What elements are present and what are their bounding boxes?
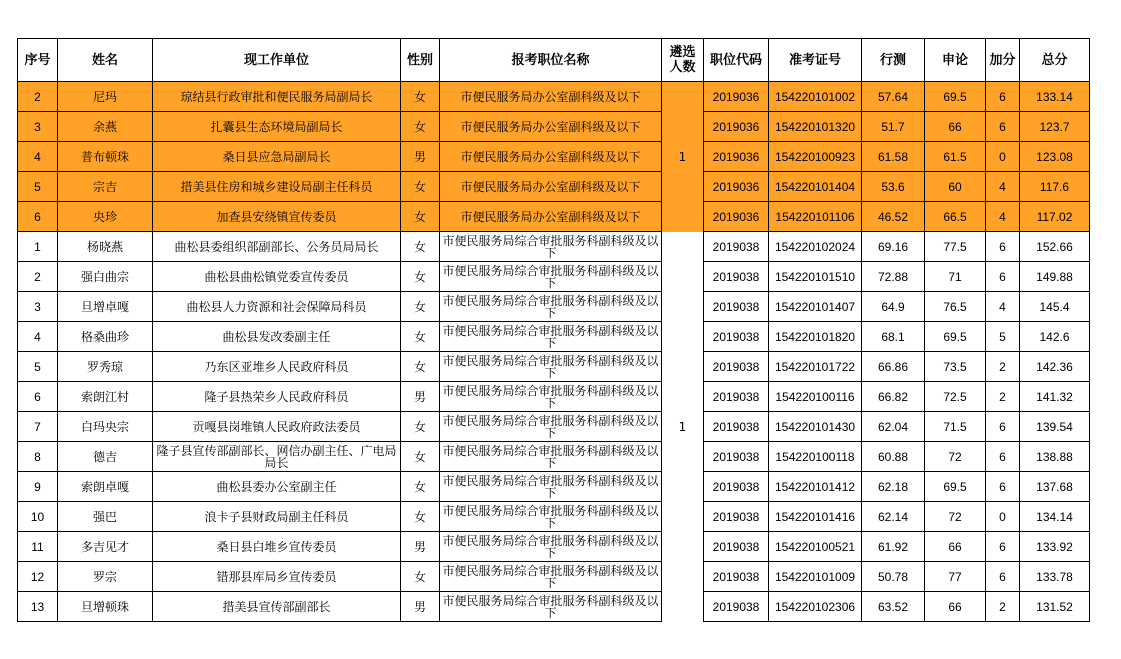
header-xingce: 行测	[862, 39, 925, 82]
cell-unit: 桑日县白堆乡宣传委员	[153, 532, 401, 562]
cell-ticket: 154220102024	[769, 232, 862, 262]
cell-position: 市便民服务局办公室副科级及以下	[440, 112, 662, 142]
cell-position: 市便民服务局综合审批服务科副科级及以下	[440, 262, 662, 292]
cell-bonus: 6	[986, 562, 1020, 592]
cell-shenlun: 66.5	[925, 202, 986, 232]
cell-bonus: 6	[986, 442, 1020, 472]
cell-gender: 女	[401, 322, 440, 352]
cell-seq: 7	[18, 412, 58, 442]
cell-xingce: 64.9	[862, 292, 925, 322]
cell-position: 市便民服务局综合审批服务科副科级及以下	[440, 592, 662, 622]
cell-total: 134.14	[1020, 502, 1090, 532]
cell-unit: 浪卡子县财政局副主任科员	[153, 502, 401, 532]
table-row	[18, 412, 1090, 442]
cell-total: 123.08	[1020, 142, 1090, 172]
cell-gender: 男	[401, 382, 440, 412]
cell-xingce: 72.88	[862, 262, 925, 292]
cell-bonus: 6	[986, 82, 1020, 112]
cell-position: 市便民服务局综合审批服务科副科级及以下	[440, 292, 662, 322]
cell-unit: 曲松县委组织部副部长、公务员局局长	[153, 232, 401, 262]
cell-ticket: 154220101404	[769, 172, 862, 202]
cell-code: 2019036	[704, 142, 769, 172]
cell-shenlun: 77	[925, 562, 986, 592]
cell-ticket: 154220101407	[769, 292, 862, 322]
cell-code: 2019038	[704, 382, 769, 412]
cell-shenlun: 77.5	[925, 232, 986, 262]
cell-xingce: 66.86	[862, 352, 925, 382]
cell-total: 152.66	[1020, 232, 1090, 262]
cell-position: 市便民服务局综合审批服务科副科级及以下	[440, 502, 662, 532]
header-bonus: 加分	[986, 39, 1020, 82]
cell-shenlun: 72	[925, 502, 986, 532]
cell-name: 格桑曲珍	[58, 322, 153, 352]
cell-bonus: 0	[986, 142, 1020, 172]
cell-seq: 10	[18, 502, 58, 532]
cell-xingce: 68.1	[862, 322, 925, 352]
cell-total: 133.14	[1020, 82, 1090, 112]
cell-bonus: 5	[986, 322, 1020, 352]
cell-position: 市便民服务局综合审批服务科副科级及以下	[440, 412, 662, 442]
cell-total: 142.36	[1020, 352, 1090, 382]
cell-ticket: 154220100116	[769, 382, 862, 412]
header-row	[18, 39, 1090, 82]
cell-bonus: 2	[986, 382, 1020, 412]
cell-position: 市便民服务局办公室副科级及以下	[440, 142, 662, 172]
table-row	[18, 592, 1090, 622]
cell-name: 尼玛	[58, 82, 153, 112]
cell-unit: 琼结县行政审批和便民服务局副局长	[153, 82, 401, 112]
header-gender: 性别	[401, 39, 440, 82]
cell-total: 117.02	[1020, 202, 1090, 232]
cell-ticket: 154220100521	[769, 532, 862, 562]
cell-gender: 女	[401, 352, 440, 382]
cell-xingce: 62.14	[862, 502, 925, 532]
cell-shenlun: 60	[925, 172, 986, 202]
table-row	[18, 112, 1090, 142]
cell-xingce: 51.7	[862, 112, 925, 142]
cell-seq: 13	[18, 592, 58, 622]
cell-position: 市便民服务局综合审批服务科副科级及以下	[440, 352, 662, 382]
cell-position: 市便民服务局综合审批服务科副科级及以下	[440, 532, 662, 562]
cell-ticket: 154220102306	[769, 592, 862, 622]
cell-seq: 6	[18, 202, 58, 232]
cell-xingce: 62.04	[862, 412, 925, 442]
cell-shenlun: 71	[925, 262, 986, 292]
cell-shenlun: 69.5	[925, 472, 986, 502]
cell-name: 索朗卓嘎	[58, 472, 153, 502]
cell-seq: 2	[18, 82, 58, 112]
cell-shenlun: 72	[925, 442, 986, 472]
cell-seq: 3	[18, 292, 58, 322]
cell-code: 2019036	[704, 82, 769, 112]
table-row	[18, 172, 1090, 202]
quota-cell: 1	[662, 232, 704, 622]
cell-gender: 女	[401, 172, 440, 202]
table-row	[18, 142, 1090, 172]
cell-name: 央珍	[58, 202, 153, 232]
cell-code: 2019038	[704, 412, 769, 442]
cell-xingce: 46.52	[862, 202, 925, 232]
cell-total: 123.7	[1020, 112, 1090, 142]
cell-ticket: 154220101430	[769, 412, 862, 442]
cell-gender: 女	[401, 412, 440, 442]
cell-code: 2019036	[704, 112, 769, 142]
table-row	[18, 472, 1090, 502]
cell-shenlun: 66	[925, 532, 986, 562]
table-row	[18, 352, 1090, 382]
cell-name: 普布顿珠	[58, 142, 153, 172]
cell-gender: 女	[401, 82, 440, 112]
cell-ticket: 154220101820	[769, 322, 862, 352]
cell-shenlun: 61.5	[925, 142, 986, 172]
cell-bonus: 2	[986, 592, 1020, 622]
cell-ticket: 154220100923	[769, 142, 862, 172]
cell-name: 余燕	[58, 112, 153, 142]
cell-gender: 女	[401, 232, 440, 262]
cell-unit: 桑日县应急局副局长	[153, 142, 401, 172]
cell-bonus: 6	[986, 412, 1020, 442]
cell-shenlun: 69.5	[925, 322, 986, 352]
cell-total: 117.6	[1020, 172, 1090, 202]
cell-total: 142.6	[1020, 322, 1090, 352]
header-unit: 现工作单位	[153, 39, 401, 82]
header-quota-line1: 遴选	[669, 45, 696, 60]
cell-xingce: 60.88	[862, 442, 925, 472]
header-ticket: 准考证号	[769, 39, 862, 82]
cell-bonus: 6	[986, 472, 1020, 502]
cell-ticket: 154220100118	[769, 442, 862, 472]
cell-ticket: 154220101416	[769, 502, 862, 532]
cell-seq: 8	[18, 442, 58, 472]
cell-position: 市便民服务局综合审批服务科副科级及以下	[440, 472, 662, 502]
cell-seq: 11	[18, 532, 58, 562]
cell-gender: 女	[401, 472, 440, 502]
score-table	[17, 38, 1090, 622]
cell-code: 2019038	[704, 442, 769, 472]
cell-xingce: 66.82	[862, 382, 925, 412]
cell-gender: 女	[401, 442, 440, 472]
cell-unit: 错那县库局乡宣传委员	[153, 562, 401, 592]
header-position: 报考职位名称	[440, 39, 662, 82]
table-row	[18, 82, 1090, 112]
cell-total: 138.88	[1020, 442, 1090, 472]
cell-bonus: 4	[986, 292, 1020, 322]
cell-total: 133.92	[1020, 532, 1090, 562]
cell-gender: 女	[401, 262, 440, 292]
cell-code: 2019038	[704, 352, 769, 382]
header-code: 职位代码	[704, 39, 769, 82]
cell-shenlun: 66	[925, 112, 986, 142]
table-row	[18, 562, 1090, 592]
cell-name: 白玛央宗	[58, 412, 153, 442]
cell-ticket: 154220101510	[769, 262, 862, 292]
cell-bonus: 0	[986, 502, 1020, 532]
cell-seq: 3	[18, 112, 58, 142]
cell-unit: 隆子县热荣乡人民政府科员	[153, 382, 401, 412]
cell-unit: 乃东区亚堆乡人民政府科员	[153, 352, 401, 382]
cell-xingce: 69.16	[862, 232, 925, 262]
cell-code: 2019038	[704, 592, 769, 622]
cell-unit: 隆子县宣传部副部长、网信办副主任、广电局局长	[153, 442, 401, 472]
cell-bonus: 2	[986, 352, 1020, 382]
table-body	[18, 82, 1090, 622]
cell-code: 2019038	[704, 502, 769, 532]
cell-ticket: 154220101412	[769, 472, 862, 502]
cell-seq: 4	[18, 142, 58, 172]
cell-unit: 措美县住房和城乡建设局副主任科员	[153, 172, 401, 202]
cell-seq: 1	[18, 232, 58, 262]
cell-unit: 加查县安绕镇宣传委员	[153, 202, 401, 232]
cell-gender: 男	[401, 142, 440, 172]
header-quota-line2: 人数	[669, 60, 696, 75]
cell-position: 市便民服务局综合审批服务科副科级及以下	[440, 442, 662, 472]
cell-seq: 9	[18, 472, 58, 502]
cell-gender: 女	[401, 562, 440, 592]
cell-ticket: 154220101009	[769, 562, 862, 592]
cell-total: 149.88	[1020, 262, 1090, 292]
cell-gender: 女	[401, 292, 440, 322]
cell-ticket: 154220101320	[769, 112, 862, 142]
cell-xingce: 61.58	[862, 142, 925, 172]
cell-bonus: 6	[986, 112, 1020, 142]
header-total: 总分	[1020, 39, 1090, 82]
cell-name: 德吉	[58, 442, 153, 472]
cell-name: 索朗江村	[58, 382, 153, 412]
cell-unit: 曲松县发改委副主任	[153, 322, 401, 352]
cell-bonus: 4	[986, 172, 1020, 202]
cell-bonus: 6	[986, 232, 1020, 262]
cell-code: 2019038	[704, 532, 769, 562]
cell-name: 多吉见才	[58, 532, 153, 562]
cell-seq: 12	[18, 562, 58, 592]
table-row	[18, 262, 1090, 292]
cell-unit: 曲松县委办公室副主任	[153, 472, 401, 502]
table-row	[18, 202, 1090, 232]
cell-position: 市便民服务局综合审批服务科副科级及以下	[440, 322, 662, 352]
cell-total: 131.52	[1020, 592, 1090, 622]
cell-shenlun: 71.5	[925, 412, 986, 442]
cell-ticket: 154220101106	[769, 202, 862, 232]
cell-seq: 5	[18, 172, 58, 202]
header-shenlun: 申论	[925, 39, 986, 82]
cell-name: 罗秀琼	[58, 352, 153, 382]
cell-xingce: 62.18	[862, 472, 925, 502]
cell-gender: 女	[401, 502, 440, 532]
cell-position: 市便民服务局综合审批服务科副科级及以下	[440, 382, 662, 412]
header-quota	[662, 39, 704, 82]
cell-shenlun: 69.5	[925, 82, 986, 112]
cell-bonus: 6	[986, 532, 1020, 562]
cell-bonus: 6	[986, 262, 1020, 292]
header-seq: 序号	[18, 39, 58, 82]
table-row	[18, 292, 1090, 322]
cell-xingce: 57.64	[862, 82, 925, 112]
cell-position: 市便民服务局办公室副科级及以下	[440, 202, 662, 232]
cell-name: 罗宗	[58, 562, 153, 592]
cell-code: 2019038	[704, 472, 769, 502]
cell-position: 市便民服务局综合审批服务科副科级及以下	[440, 232, 662, 262]
cell-seq: 4	[18, 322, 58, 352]
cell-unit: 曲松县曲松镇党委宣传委员	[153, 262, 401, 292]
table-row	[18, 382, 1090, 412]
cell-unit: 扎囊县生态环境局副局长	[153, 112, 401, 142]
cell-shenlun: 73.5	[925, 352, 986, 382]
cell-xingce: 53.6	[862, 172, 925, 202]
cell-position: 市便民服务局办公室副科级及以下	[440, 82, 662, 112]
cell-xingce: 61.92	[862, 532, 925, 562]
quota-cell: 1	[662, 82, 704, 232]
table-row	[18, 322, 1090, 352]
cell-code: 2019038	[704, 322, 769, 352]
cell-code: 2019036	[704, 172, 769, 202]
cell-bonus: 4	[986, 202, 1020, 232]
header-name: 姓名	[58, 39, 153, 82]
cell-unit: 措美县宣传部副部长	[153, 592, 401, 622]
cell-code: 2019036	[704, 202, 769, 232]
cell-code: 2019038	[704, 232, 769, 262]
cell-total: 145.4	[1020, 292, 1090, 322]
cell-unit: 贡嘎县岗堆镇人民政府政法委员	[153, 412, 401, 442]
cell-code: 2019038	[704, 292, 769, 322]
cell-xingce: 50.78	[862, 562, 925, 592]
cell-total: 139.54	[1020, 412, 1090, 442]
cell-gender: 男	[401, 592, 440, 622]
cell-position: 市便民服务局综合审批服务科副科级及以下	[440, 562, 662, 592]
cell-shenlun: 76.5	[925, 292, 986, 322]
cell-shenlun: 72.5	[925, 382, 986, 412]
cell-total: 133.78	[1020, 562, 1090, 592]
table-row	[18, 502, 1090, 532]
cell-total: 141.32	[1020, 382, 1090, 412]
cell-gender: 女	[401, 112, 440, 142]
cell-seq: 5	[18, 352, 58, 382]
cell-name: 旦增卓嘎	[58, 292, 153, 322]
cell-total: 137.68	[1020, 472, 1090, 502]
cell-shenlun: 66	[925, 592, 986, 622]
table-row	[18, 532, 1090, 562]
table-row	[18, 442, 1090, 472]
cell-ticket: 154220101002	[769, 82, 862, 112]
cell-gender: 男	[401, 532, 440, 562]
cell-unit: 曲松县人力资源和社会保障局科员	[153, 292, 401, 322]
cell-name: 宗吉	[58, 172, 153, 202]
cell-position: 市便民服务局办公室副科级及以下	[440, 172, 662, 202]
cell-seq: 2	[18, 262, 58, 292]
cell-ticket: 154220101722	[769, 352, 862, 382]
cell-xingce: 63.52	[862, 592, 925, 622]
table-row	[18, 232, 1090, 262]
cell-name: 强白曲宗	[58, 262, 153, 292]
cell-name: 杨晓燕	[58, 232, 153, 262]
cell-name: 强巴	[58, 502, 153, 532]
cell-code: 2019038	[704, 562, 769, 592]
cell-gender: 女	[401, 202, 440, 232]
cell-seq: 6	[18, 382, 58, 412]
cell-code: 2019038	[704, 262, 769, 292]
cell-name: 旦增顿珠	[58, 592, 153, 622]
